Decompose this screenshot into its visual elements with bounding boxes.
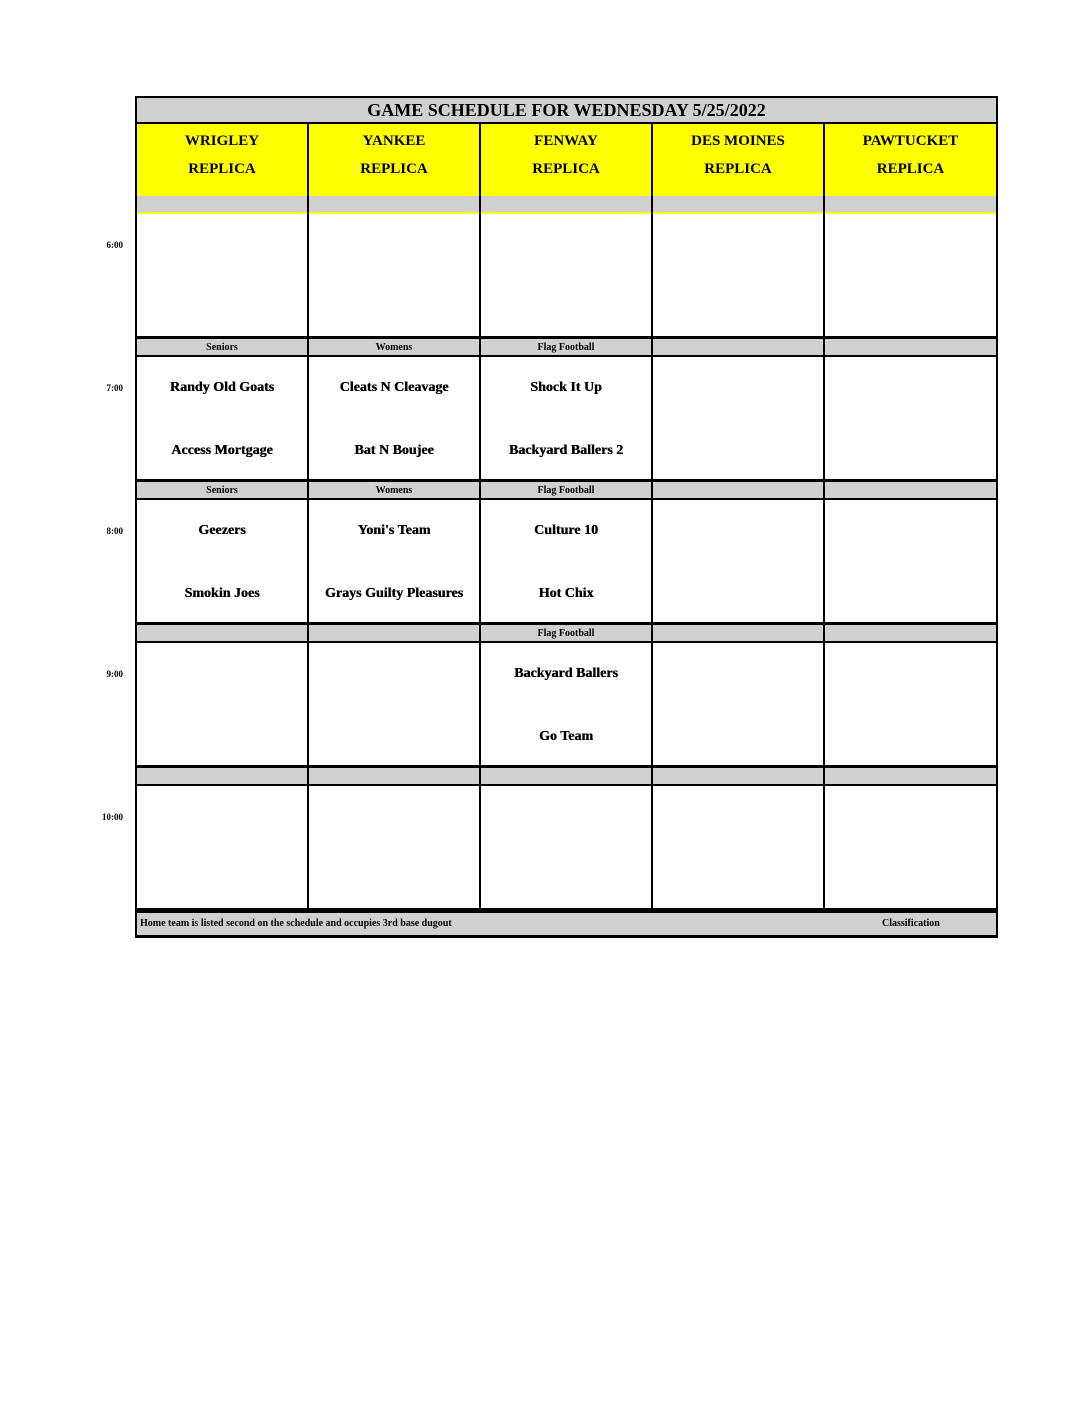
classification-label — [825, 768, 996, 784]
home-team: Go Team — [538, 729, 594, 744]
venue-type: REPLICA — [704, 161, 772, 177]
game-cell — [825, 500, 996, 622]
game-schedule-table — [135, 96, 998, 938]
classification-label — [653, 625, 823, 641]
classification-label — [825, 196, 996, 212]
classification-label — [825, 625, 996, 641]
classification-label: Flag Football — [481, 339, 651, 355]
game-cell — [653, 643, 823, 765]
schedule-footer — [137, 913, 996, 935]
footer-note: Home team is listed second on the schedule and occupies 3rd base dugout — [140, 918, 452, 929]
classification-label — [137, 768, 307, 784]
home-team: Hot Chix — [538, 586, 594, 601]
game-cell — [309, 500, 479, 622]
game-cell — [481, 214, 651, 336]
venue-name: YANKEE — [362, 133, 426, 149]
classification-label — [653, 482, 823, 498]
footer-classification: Classification — [882, 918, 940, 929]
game-cell — [653, 214, 823, 336]
away-team: Randy Old Goats — [169, 380, 275, 395]
game-cell — [137, 357, 307, 479]
venue-type: REPLICA — [876, 161, 945, 177]
game-cell — [309, 786, 479, 908]
away-team: Yoni's Team — [357, 523, 431, 538]
classification-label: Womens — [309, 339, 479, 355]
time-label: 7:00 — [106, 383, 123, 393]
classification-label: Seniors — [137, 482, 307, 498]
time-label: 6:00 — [106, 240, 123, 250]
game-cell — [481, 786, 651, 908]
away-team: Geezers — [198, 523, 246, 538]
game-cell — [137, 643, 307, 765]
venue-type: REPLICA — [532, 161, 600, 177]
classification-label: Flag Football — [481, 482, 651, 498]
game-cell — [825, 643, 996, 765]
classification-label — [653, 339, 823, 355]
classification-label — [481, 768, 651, 784]
home-team: Smokin Joes — [184, 586, 260, 601]
venue-name: FENWAY — [534, 133, 598, 149]
game-cell — [825, 214, 996, 336]
time-label: 8:00 — [106, 526, 123, 536]
game-cell — [481, 500, 651, 622]
game-cell — [653, 357, 823, 479]
time-label: 10:00 — [102, 812, 123, 822]
classification-label — [825, 482, 996, 498]
home-team: Bat N Boujee — [354, 443, 434, 458]
classification-label: Flag Football — [481, 625, 651, 641]
classification-label — [309, 196, 479, 212]
away-team: Shock It Up — [530, 380, 602, 395]
game-cell — [137, 214, 307, 336]
classification-label — [653, 196, 823, 212]
game-cell — [481, 357, 651, 479]
schedule-title: GAME SCHEDULE FOR WEDNESDAY 5/25/2022 — [137, 98, 996, 122]
classification-label: Seniors — [137, 339, 307, 355]
venue-name: DES MOINES — [691, 133, 785, 149]
classification-label — [137, 625, 307, 641]
classification-label — [309, 625, 479, 641]
game-cell — [825, 786, 996, 908]
venue-name: WRIGLEY — [184, 133, 260, 149]
game-cell — [309, 214, 479, 336]
game-cell — [309, 357, 479, 479]
away-team: Culture 10 — [534, 523, 598, 538]
classification-label — [481, 196, 651, 212]
classification-label — [137, 196, 307, 212]
home-team: Backyard Ballers 2 — [508, 443, 624, 458]
classification-label: Womens — [309, 482, 479, 498]
classification-label — [825, 339, 996, 355]
home-team: Grays Guilty Pleasures — [324, 586, 464, 601]
venue-name: PAWTUCKET — [862, 133, 959, 149]
venue-type: REPLICA — [360, 161, 428, 177]
game-cell — [309, 643, 479, 765]
away-team: Backyard Ballers — [514, 666, 618, 681]
away-team: Cleats N Cleavage — [339, 380, 449, 395]
venue-type: REPLICA — [188, 161, 256, 177]
game-cell — [825, 357, 996, 479]
classification-label — [309, 768, 479, 784]
time-label: 9:00 — [106, 669, 123, 679]
game-cell — [653, 786, 823, 908]
game-cell — [137, 786, 307, 908]
classification-label — [653, 768, 823, 784]
game-cell — [653, 500, 823, 622]
home-team: Access Mortgage — [171, 443, 273, 458]
game-cell — [481, 643, 651, 765]
game-cell — [137, 500, 307, 622]
